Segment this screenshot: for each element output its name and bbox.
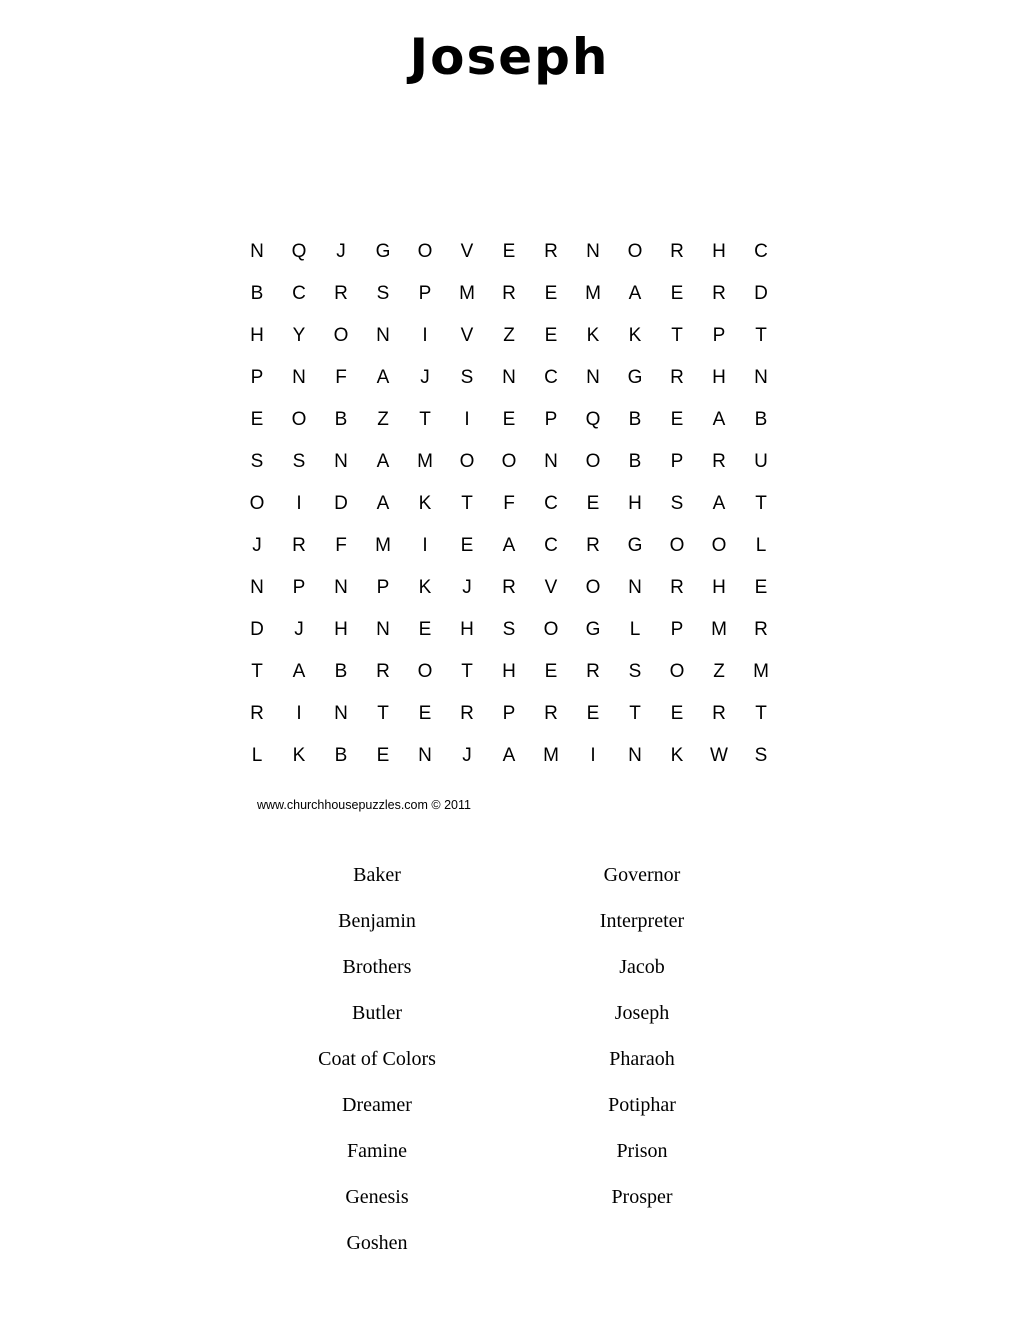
grid-letter: A bbox=[712, 408, 726, 430]
grid-letter: P bbox=[250, 366, 264, 388]
grid-letter: L bbox=[755, 534, 767, 556]
grid-letter: H bbox=[460, 618, 474, 640]
grid-letter: R bbox=[460, 702, 474, 724]
grid-letter: S bbox=[460, 366, 474, 388]
grid-letter: S bbox=[754, 744, 768, 766]
credit-line: www.churchhousepuzzles.com © 2011 bbox=[257, 798, 471, 812]
grid-letter: R bbox=[334, 282, 348, 304]
word-list-left bbox=[247, 856, 507, 1270]
grid-letter: A bbox=[376, 492, 390, 514]
word-list-item: Prison bbox=[616, 1140, 668, 1162]
grid-letter: B bbox=[334, 408, 348, 430]
grid-letter: T bbox=[251, 660, 263, 682]
grid-letter: Q bbox=[291, 240, 307, 262]
grid-letter: J bbox=[420, 366, 430, 388]
grid-letter: R bbox=[586, 660, 600, 682]
grid-letter: N bbox=[250, 240, 264, 262]
grid-letter: R bbox=[502, 576, 516, 598]
grid-letter: F bbox=[335, 534, 347, 556]
grid-letter: E bbox=[754, 576, 768, 598]
grid-letter: E bbox=[250, 408, 264, 430]
grid-letter: M bbox=[711, 618, 727, 640]
grid-letter: K bbox=[292, 744, 306, 766]
grid-letter: N bbox=[544, 450, 558, 472]
grid-letter: E bbox=[670, 408, 684, 430]
grid-letter: S bbox=[628, 660, 642, 682]
grid-letter: J bbox=[462, 744, 472, 766]
grid-letter: B bbox=[628, 450, 642, 472]
word-list-item: Butler bbox=[352, 1002, 402, 1024]
grid-letter: R bbox=[670, 240, 684, 262]
grid-letter: B bbox=[334, 660, 348, 682]
grid-letter: R bbox=[670, 366, 684, 388]
grid-letter: A bbox=[712, 492, 726, 514]
grid-letter: T bbox=[461, 492, 473, 514]
grid-letter: E bbox=[544, 324, 558, 346]
word-list-item: Jacob bbox=[619, 956, 665, 978]
grid-letter: C bbox=[544, 366, 558, 388]
grid-letter: C bbox=[544, 534, 558, 556]
grid-letter: N bbox=[376, 324, 390, 346]
grid-letter: E bbox=[544, 660, 558, 682]
grid-letter: C bbox=[292, 282, 306, 304]
grid-letter: R bbox=[712, 702, 726, 724]
grid-letter: R bbox=[292, 534, 306, 556]
grid-letter: R bbox=[544, 702, 558, 724]
grid-letter: J bbox=[294, 618, 304, 640]
grid-letter: B bbox=[250, 282, 264, 304]
grid-letter: O bbox=[543, 618, 559, 640]
grid-letter: P bbox=[502, 702, 516, 724]
grid-letter: J bbox=[336, 240, 346, 262]
grid-letter: N bbox=[334, 702, 348, 724]
grid-letter: M bbox=[459, 282, 475, 304]
grid-letter: O bbox=[669, 660, 685, 682]
grid-letter: S bbox=[376, 282, 390, 304]
grid-letter: H bbox=[628, 492, 642, 514]
grid-letter: E bbox=[670, 282, 684, 304]
grid-letter: E bbox=[586, 492, 600, 514]
grid-letter: T bbox=[671, 324, 683, 346]
grid-letter: S bbox=[670, 492, 684, 514]
grid-letter: I bbox=[296, 492, 302, 514]
grid-letter: Z bbox=[713, 660, 725, 682]
word-list-item: Benjamin bbox=[338, 910, 416, 932]
word-list-item: Famine bbox=[347, 1140, 407, 1162]
grid-letter: K bbox=[418, 492, 432, 514]
grid-letter: P bbox=[292, 576, 306, 598]
grid-letter: H bbox=[712, 240, 726, 262]
word-list-item: Dreamer bbox=[342, 1094, 412, 1116]
grid-letter: H bbox=[502, 660, 516, 682]
grid-letter: N bbox=[628, 576, 642, 598]
grid-letter: A bbox=[502, 534, 516, 556]
grid-letter: D bbox=[250, 618, 264, 640]
grid-letter: C bbox=[544, 492, 558, 514]
word-list-item: Coat of Colors bbox=[318, 1048, 436, 1070]
grid-letter: E bbox=[502, 240, 516, 262]
grid-letter: T bbox=[755, 324, 767, 346]
grid-letter: M bbox=[375, 534, 391, 556]
grid-letter: B bbox=[754, 408, 768, 430]
grid-letter: W bbox=[710, 744, 728, 766]
grid-letter: T bbox=[755, 492, 767, 514]
grid-letter: T bbox=[629, 702, 641, 724]
grid-letter: N bbox=[292, 366, 306, 388]
grid-letter: O bbox=[459, 450, 475, 472]
grid-letter: T bbox=[377, 702, 389, 724]
grid-letter: E bbox=[418, 618, 432, 640]
grid-letter: Z bbox=[377, 408, 389, 430]
grid-letter: O bbox=[585, 450, 601, 472]
grid-letter: H bbox=[712, 576, 726, 598]
grid-letter: O bbox=[333, 324, 349, 346]
letter-grid bbox=[236, 230, 782, 776]
grid-letter: N bbox=[628, 744, 642, 766]
grid-letter: S bbox=[292, 450, 306, 472]
word-list-item: Brothers bbox=[342, 956, 412, 978]
grid-letter: B bbox=[628, 408, 642, 430]
grid-letter: B bbox=[334, 744, 348, 766]
grid-letter: E bbox=[670, 702, 684, 724]
grid-letter: R bbox=[670, 576, 684, 598]
word-list-right bbox=[512, 856, 772, 1224]
grid-letter: I bbox=[422, 324, 428, 346]
grid-letter: L bbox=[629, 618, 641, 640]
grid-letter: N bbox=[502, 366, 516, 388]
grid-letter: N bbox=[586, 240, 600, 262]
grid-letter: R bbox=[586, 534, 600, 556]
grid-letter: N bbox=[418, 744, 432, 766]
grid-letter: I bbox=[464, 408, 470, 430]
grid-letter: O bbox=[501, 450, 517, 472]
word-list-item: Interpreter bbox=[599, 910, 685, 932]
grid-letter: R bbox=[754, 618, 768, 640]
grid-letter: E bbox=[376, 744, 390, 766]
grid-letter: J bbox=[252, 534, 262, 556]
grid-letter: N bbox=[376, 618, 390, 640]
grid-letter: L bbox=[251, 744, 263, 766]
grid-letter: G bbox=[627, 534, 643, 556]
grid-letter: E bbox=[460, 534, 474, 556]
grid-letter: R bbox=[544, 240, 558, 262]
word-list-item: Baker bbox=[353, 864, 401, 886]
word-list-item: Potiphar bbox=[608, 1094, 676, 1116]
grid-letter: O bbox=[669, 534, 685, 556]
word-list-item: Joseph bbox=[614, 1002, 670, 1024]
grid-letter: N bbox=[754, 366, 768, 388]
grid-letter: R bbox=[712, 282, 726, 304]
grid-letter: R bbox=[250, 702, 264, 724]
grid-letter: R bbox=[502, 282, 516, 304]
grid-letter: E bbox=[502, 408, 516, 430]
grid-letter: G bbox=[627, 366, 643, 388]
grid-letter: N bbox=[334, 576, 348, 598]
grid-letter: H bbox=[334, 618, 348, 640]
grid-letter: T bbox=[419, 408, 431, 430]
grid-letter: T bbox=[461, 660, 473, 682]
page-title: Joseph bbox=[409, 28, 610, 86]
grid-letter: O bbox=[711, 534, 727, 556]
grid-letter: I bbox=[590, 744, 596, 766]
grid-letter: D bbox=[754, 282, 768, 304]
grid-letter: I bbox=[422, 534, 428, 556]
grid-letter: P bbox=[376, 576, 390, 598]
grid-letter: F bbox=[503, 492, 515, 514]
word-list-item: Governor bbox=[603, 864, 681, 886]
grid-letter: V bbox=[460, 324, 474, 346]
grid-letter: O bbox=[417, 240, 433, 262]
grid-letter: E bbox=[418, 702, 432, 724]
grid-letter: O bbox=[249, 492, 265, 514]
grid-letter: F bbox=[335, 366, 347, 388]
grid-letter: M bbox=[585, 282, 601, 304]
grid-letter: S bbox=[502, 618, 516, 640]
grid-letter: G bbox=[585, 618, 601, 640]
word-list-item: Goshen bbox=[346, 1232, 408, 1254]
grid-letter: R bbox=[712, 450, 726, 472]
grid-letter: J bbox=[462, 576, 472, 598]
grid-letter: A bbox=[628, 282, 642, 304]
grid-letter: P bbox=[544, 408, 558, 430]
grid-letter: P bbox=[418, 282, 432, 304]
word-list-item: Pharaoh bbox=[609, 1048, 675, 1070]
grid-letter: H bbox=[712, 366, 726, 388]
grid-letter: N bbox=[250, 576, 264, 598]
word-list-item: Genesis bbox=[345, 1186, 409, 1208]
grid-letter: K bbox=[586, 324, 600, 346]
grid-letter: A bbox=[376, 366, 390, 388]
grid-letter: E bbox=[544, 282, 558, 304]
grid-letter: U bbox=[754, 450, 768, 472]
grid-letter: O bbox=[291, 408, 307, 430]
grid-letter: K bbox=[418, 576, 432, 598]
grid-letter: O bbox=[585, 576, 601, 598]
grid-letter: A bbox=[502, 744, 516, 766]
grid-letter: N bbox=[586, 366, 600, 388]
grid-letter: K bbox=[670, 744, 684, 766]
grid-letter: E bbox=[586, 702, 600, 724]
grid-letter: N bbox=[334, 450, 348, 472]
grid-letter: V bbox=[460, 240, 474, 262]
grid-letter: P bbox=[670, 618, 684, 640]
grid-letter: P bbox=[670, 450, 684, 472]
grid-letter: O bbox=[627, 240, 643, 262]
grid-letter: K bbox=[628, 324, 642, 346]
grid-letter: A bbox=[292, 660, 306, 682]
grid-letter: R bbox=[376, 660, 390, 682]
grid-letter: P bbox=[712, 324, 726, 346]
grid-letter: M bbox=[543, 744, 559, 766]
grid-letter: C bbox=[754, 240, 768, 262]
word-list-item: Prosper bbox=[611, 1186, 673, 1208]
grid-letter: D bbox=[334, 492, 348, 514]
grid-letter: H bbox=[250, 324, 264, 346]
grid-letter: O bbox=[417, 660, 433, 682]
grid-letter: M bbox=[417, 450, 433, 472]
grid-letter: Q bbox=[585, 408, 601, 430]
grid-letter: Y bbox=[292, 324, 306, 346]
grid-letter: A bbox=[376, 450, 390, 472]
grid-letter: T bbox=[755, 702, 767, 724]
grid-letter: G bbox=[375, 240, 391, 262]
grid-letter: Z bbox=[503, 324, 515, 346]
grid-letter: V bbox=[544, 576, 558, 598]
grid-letter: M bbox=[753, 660, 769, 682]
grid-letter: S bbox=[250, 450, 264, 472]
grid-letter: I bbox=[296, 702, 302, 724]
